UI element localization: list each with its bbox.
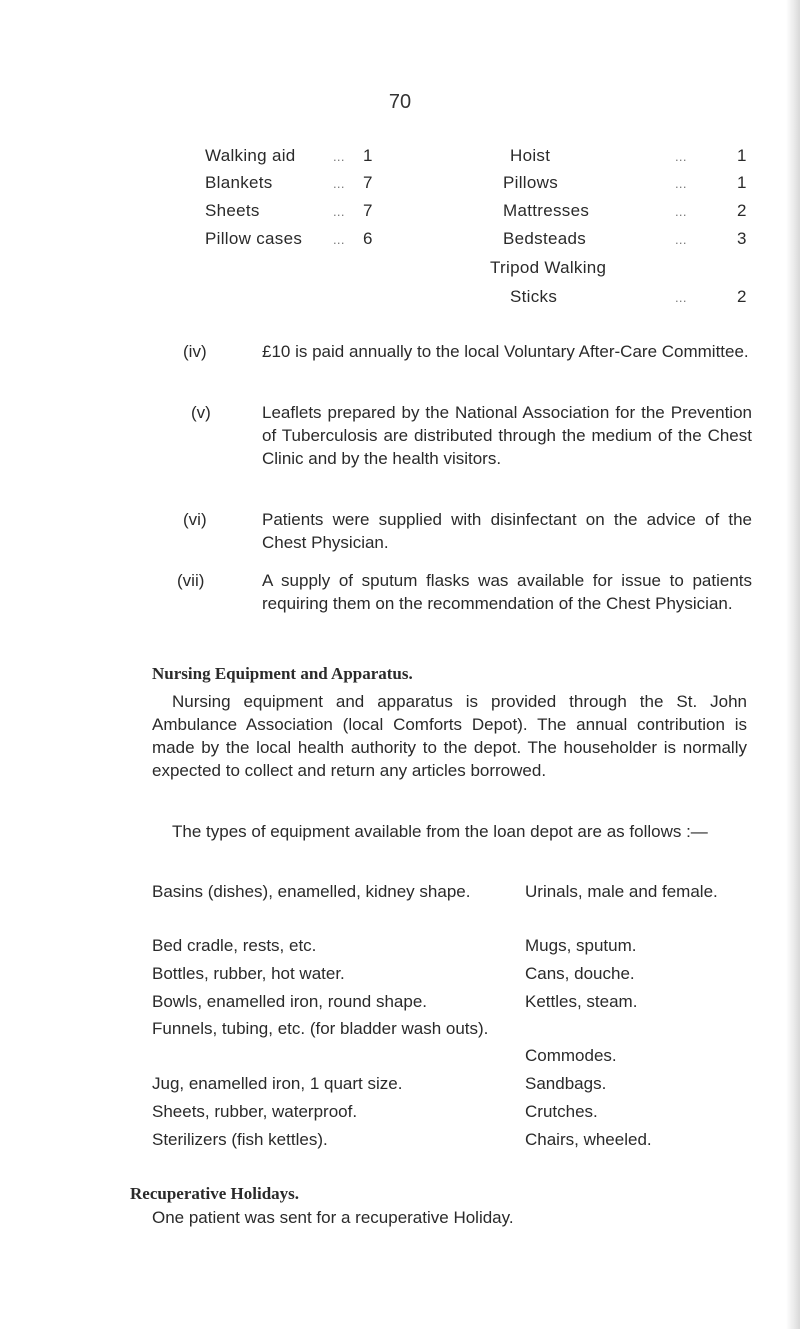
inventory-item: Pillows [503, 173, 559, 192]
leader-dots: ... [333, 149, 345, 164]
nursing-paragraph: The types of equipment available from the loan depot are as follows :— [172, 822, 708, 841]
inventory-qty: 7 [363, 201, 373, 220]
paragraph-number: (vii) [177, 571, 205, 590]
inventory-qty: 1 [737, 146, 747, 165]
equipment-item: Commodes. [525, 1046, 617, 1065]
section-heading-nursing: Nursing Equipment and Apparatus. [152, 664, 413, 683]
inventory-qty: 7 [363, 173, 373, 192]
inventory-item: Mattresses [503, 201, 590, 220]
inventory-qty: 2 [737, 287, 747, 306]
leader-dots: ... [333, 204, 345, 219]
inventory-row [503, 229, 770, 257]
equipment-item: Jug, enamelled iron, 1 quart size. [152, 1074, 403, 1093]
page-edge-shadow [786, 0, 800, 1329]
inventory-row [503, 201, 770, 229]
equipment-item: Chairs, wheeled. [525, 1130, 652, 1149]
leader-dots: ... [675, 232, 687, 247]
inventory-qty: 1 [363, 146, 373, 165]
inventory-qty: 1 [737, 173, 747, 192]
equipment-item: Mugs, sputum. [525, 936, 637, 955]
page-number: 70 [388, 91, 412, 113]
inventory-row [510, 146, 770, 174]
leader-dots: ... [333, 176, 345, 191]
paragraph-text: £10 is paid annually to the local Voluntary After-Care Committee. [262, 342, 749, 361]
inventory-row [205, 146, 485, 174]
leader-dots: ... [675, 204, 687, 219]
inventory-qty: 3 [737, 229, 747, 248]
nursing-paragraph: Nursing equipment and apparatus is provided through the St. John Ambulance Association (local Comforts Depot). The annual contribution is made by the local health authority to the depot. The householder is normally expected to collect and return any articles borrowed. [152, 692, 747, 780]
inventory-qty: 6 [363, 229, 373, 248]
leader-dots: ... [333, 232, 345, 247]
inventory-item: Tripod Walking [490, 258, 607, 277]
inventory-row [205, 201, 485, 229]
inventory-item: Walking aid [205, 146, 296, 165]
section-heading-recuperative: Recuperative Holidays. [130, 1184, 300, 1203]
equipment-item [152, 1017, 612, 1040]
inventory-item: Bedsteads [503, 229, 587, 248]
equipment-item: Crutches. [525, 1102, 598, 1121]
paragraph-number: (vi) [183, 510, 207, 529]
equipment-item: Bowls, enamelled iron, round shape. [152, 992, 427, 1011]
inventory-row [490, 258, 770, 286]
inventory-item: Pillow cases [205, 229, 303, 248]
leader-dots: ... [675, 176, 687, 191]
equipment-item: Sterilizers (fish kettles). [152, 1130, 328, 1149]
equipment-item: Bed cradle, rests, etc. [152, 936, 317, 955]
equipment-item: Urinals, male and female. [525, 882, 718, 901]
inventory-item: Sheets [205, 201, 260, 220]
equipment-item: Basins (dishes), enamelled, kidney shape. [152, 882, 471, 901]
equipment-item: Sheets, rubber, waterproof. [152, 1102, 358, 1121]
leader-dots: ... [675, 149, 687, 164]
inventory-row [510, 287, 770, 315]
paragraph-text: Leaflets prepared by the National Association for the Prevention of Tuberculosis are distributed through the medium of the Chest Clinic and by the health visitors. [262, 403, 752, 468]
equipment-item: Bottles, rubber, hot water. [152, 964, 345, 983]
paragraph-text: A supply of sputum flasks was available for issue to patients requiring them on the recommendation of the Chest Physician. [262, 571, 752, 613]
inventory-item: Blankets [205, 173, 273, 192]
inventory-qty: 2 [737, 201, 747, 220]
equipment-item: Sandbags. [525, 1074, 607, 1093]
inventory-row [205, 229, 485, 257]
paragraph-text: Patients were supplied with disinfectant on the advice of the Chest Physician. [262, 510, 752, 552]
paragraph-number: (iv) [183, 342, 207, 361]
equipment-item-text: Funnels, tubing, etc. (for bladder wash outs). [152, 1019, 489, 1038]
equipment-item: Cans, douche. [525, 964, 635, 983]
leader-dots: ... [675, 290, 687, 305]
inventory-row [503, 173, 770, 201]
recuperative-text: One patient was sent for a recuperative Holiday. [152, 1208, 514, 1227]
paragraph-number: (v) [191, 403, 211, 422]
inventory-item: Sticks [510, 287, 558, 306]
equipment-item: Kettles, steam. [525, 992, 638, 1011]
inventory-row [205, 173, 485, 201]
inventory-item: Hoist [510, 146, 551, 165]
